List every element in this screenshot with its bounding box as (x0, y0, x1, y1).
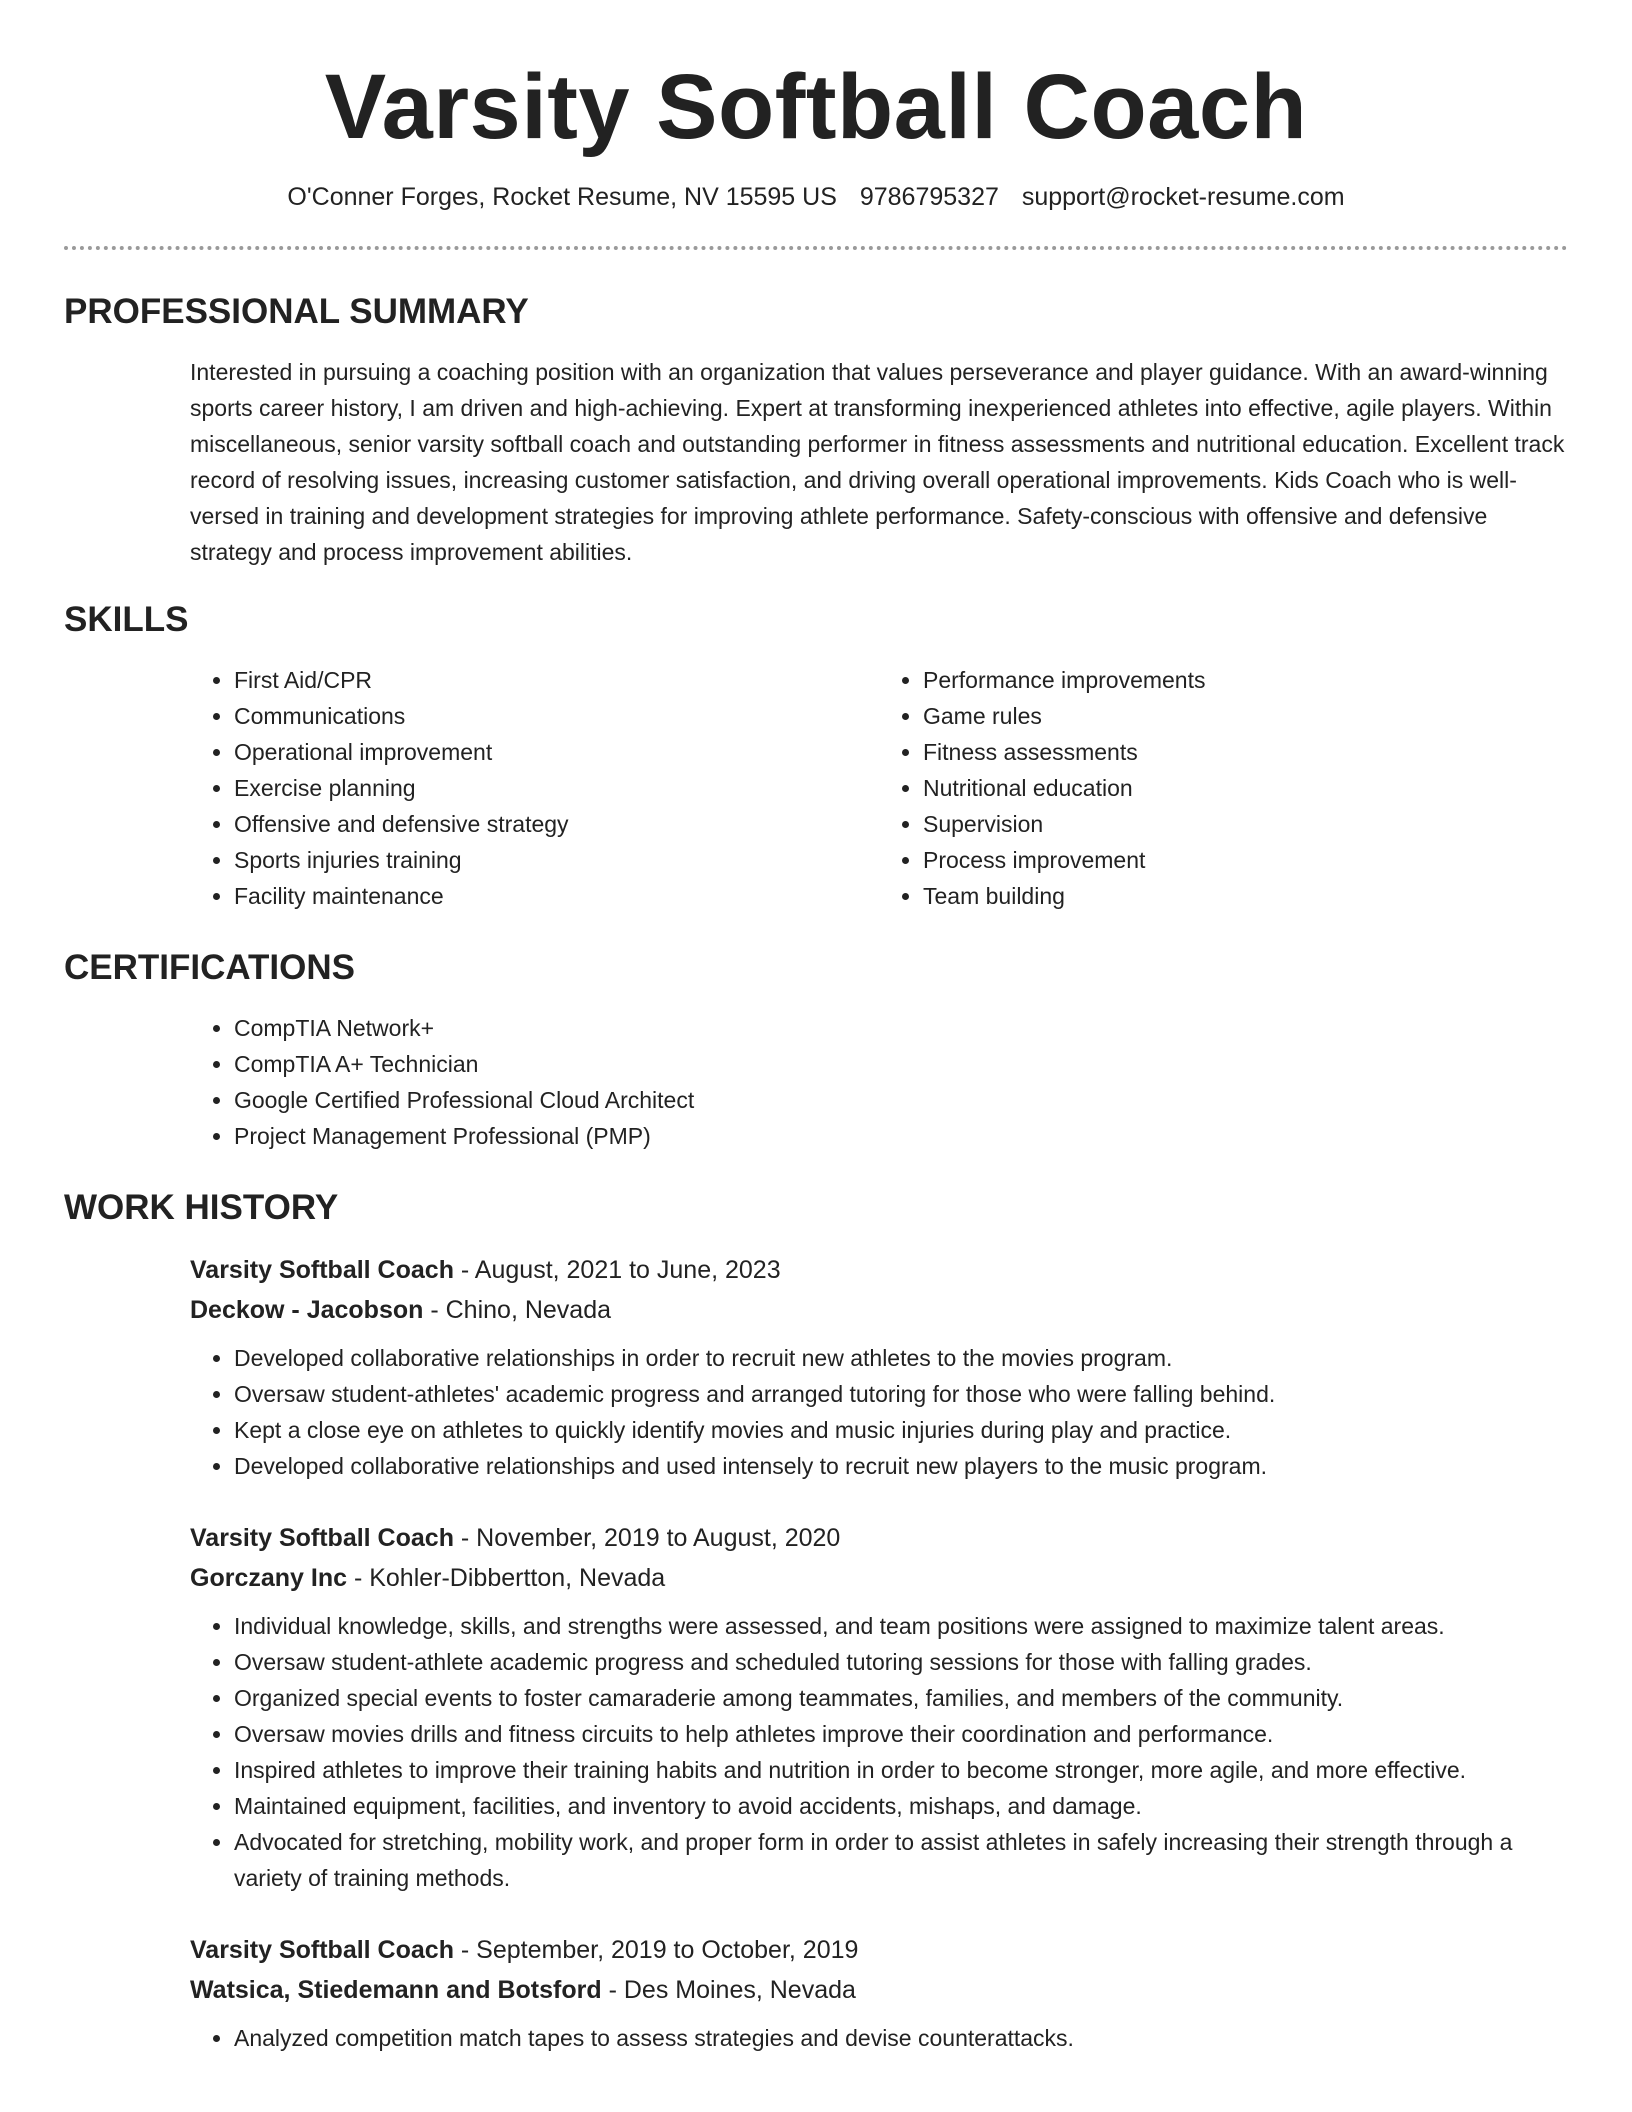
certification-item: • CompTIA Network+ (234, 1010, 1568, 1046)
work-history-section (64, 1186, 1568, 2056)
job-bullet: • Oversaw student-athlete academic progress and scheduled tutoring sessions for those with falling grades. (234, 1644, 1568, 1680)
skills-grid (190, 662, 1568, 914)
job-entry (190, 1518, 1568, 1896)
skill-item: • Exercise planning (234, 770, 879, 806)
job-bullet: • Analyzed competition match tapes to assess strategies and devise counterattacks. (234, 2020, 1568, 2056)
job-bullet: • Maintained equipment, facilities, and inventory to avoid accidents, mishaps, and damage. (234, 1788, 1568, 1824)
skill-item: • Game rules (923, 698, 1568, 734)
job-location: - Des Moines, Nevada (601, 1976, 856, 2004)
skill-item: • Supervision (923, 806, 1568, 842)
candidate-name: Varsity Softball Coach (324, 56, 1308, 158)
job-bullet: • Organized special events to foster camaraderie among teammates, families, and members of the community. (234, 1680, 1568, 1716)
job-company-line (190, 1290, 1568, 1330)
job-role: Varsity Softball Coach (190, 1256, 454, 1284)
job-bullet: • Oversaw movies drills and fitness circuits to help athletes improve their coordination and performance. (234, 1716, 1568, 1752)
job-location: - Kohler-Dibbertton, Nevada (347, 1564, 666, 1592)
certification-item: • Google Certified Professional Cloud Architect (234, 1082, 1568, 1118)
job-role-line (190, 1930, 1568, 1970)
job-bullets (190, 2020, 1568, 2056)
job-bullet: • Developed collaborative relationships and used intensely to recruit new players to the music program. (234, 1448, 1568, 1484)
job-bullets (190, 1608, 1568, 1896)
job-company: Gorczany Inc (190, 1564, 347, 1592)
job-company-line (190, 1970, 1568, 2010)
job-bullet: • Oversaw student-athletes' academic progress and arranged tutoring for those who were falling behind. (234, 1376, 1568, 1412)
job-role: Varsity Softball Coach (190, 1524, 454, 1552)
job-dates: - September, 2019 to October, 2019 (453, 1936, 859, 1964)
job-entry (190, 1930, 1568, 2056)
job-dates: - November, 2019 to August, 2020 (453, 1524, 841, 1552)
skill-item: • Sports injuries training (234, 842, 879, 878)
skill-item: • Process improvement (923, 842, 1568, 878)
job-company-line (190, 1558, 1568, 1598)
summary-section (64, 290, 1568, 570)
job-company: Deckow - Jacobson (190, 1296, 424, 1324)
skill-item: • Nutritional education (923, 770, 1568, 806)
summary-title: PROFESSIONAL SUMMARY (64, 292, 529, 331)
job-entry (190, 1250, 1568, 1484)
job-bullet: • Developed collaborative relationships in order to recruit new athletes to the movies program. (234, 1340, 1568, 1376)
skill-item: • Fitness assessments (923, 734, 1568, 770)
job-bullet: • Advocated for stretching, mobility work, and proper form in order to assist athletes in safely increasing their strength through a variety of training methods. (234, 1824, 1568, 1896)
certifications-section (64, 946, 1568, 1154)
resume-header (64, 0, 1568, 214)
job-location: - Chino, Nevada (423, 1296, 612, 1324)
contact-line (64, 180, 1568, 214)
skill-item: • Team building (923, 878, 1568, 914)
job-company: Watsica, Stiedemann and Botsford (190, 1976, 602, 2004)
job-bullet: • Inspired athletes to improve their training habits and nutrition in order to become stronger, more agile, and more effective. (234, 1752, 1568, 1788)
job-bullet: • Individual knowledge, skills, and strengths were assessed, and team positions were assigned to maximize talent areas. (234, 1608, 1568, 1644)
job-role-line (190, 1250, 1568, 1290)
skills-title: SKILLS (64, 600, 189, 639)
skills-list-right (879, 662, 1568, 914)
work-history-title: WORK HISTORY (64, 1188, 339, 1227)
header-divider (64, 246, 1568, 250)
job-bullets (190, 1340, 1568, 1484)
skill-item: • Facility maintenance (234, 878, 879, 914)
certifications-title: CERTIFICATIONS (64, 948, 356, 987)
skill-item: • Performance improvements (923, 662, 1568, 698)
skills-section (64, 598, 1568, 914)
job-role-line (190, 1518, 1568, 1558)
contact-phone: 9786795327 (859, 183, 999, 211)
skill-item: • Offensive and defensive strategy (234, 806, 879, 842)
job-bullet: • Kept a close eye on athletes to quickly identify movies and music injuries during play and practice. (234, 1412, 1568, 1448)
job-dates: - August, 2021 to June, 2023 (453, 1256, 781, 1284)
summary-text: Interested in pursuing a coaching position with an organization that values perseverance and player guidance. With an award-winning sports career history, I am driven and high-achieving. Expert at transforming inexperienced athletes into effective, agile players. Within miscellaneous, senior varsity softball coach and outstanding performer in fitness assessments and nutritional education. Excellent track record of resolving issues, increasing customer satisfaction, and driving overall operational improvements. Kids Coach who is well-versed in training and development strategies for improving athlete performance. Safety-conscious with offensive and defensive strategy and process improvement abilities. (190, 359, 1565, 565)
job-role: Varsity Softball Coach (190, 1936, 454, 1964)
skill-item: • Operational improvement (234, 734, 879, 770)
certification-item: • Project Management Professional (PMP) (234, 1118, 1568, 1154)
certifications-list (190, 1010, 1568, 1154)
certification-item: • CompTIA A+ Technician (234, 1046, 1568, 1082)
contact-email[interactable]: support@rocket-resume.com (1021, 183, 1345, 211)
contact-address: O'Conner Forges, Rocket Resume, NV 15595 US (287, 183, 837, 211)
skills-list-left (190, 662, 879, 914)
skill-item: • First Aid/CPR (234, 662, 879, 698)
skill-item: • Communications (234, 698, 879, 734)
